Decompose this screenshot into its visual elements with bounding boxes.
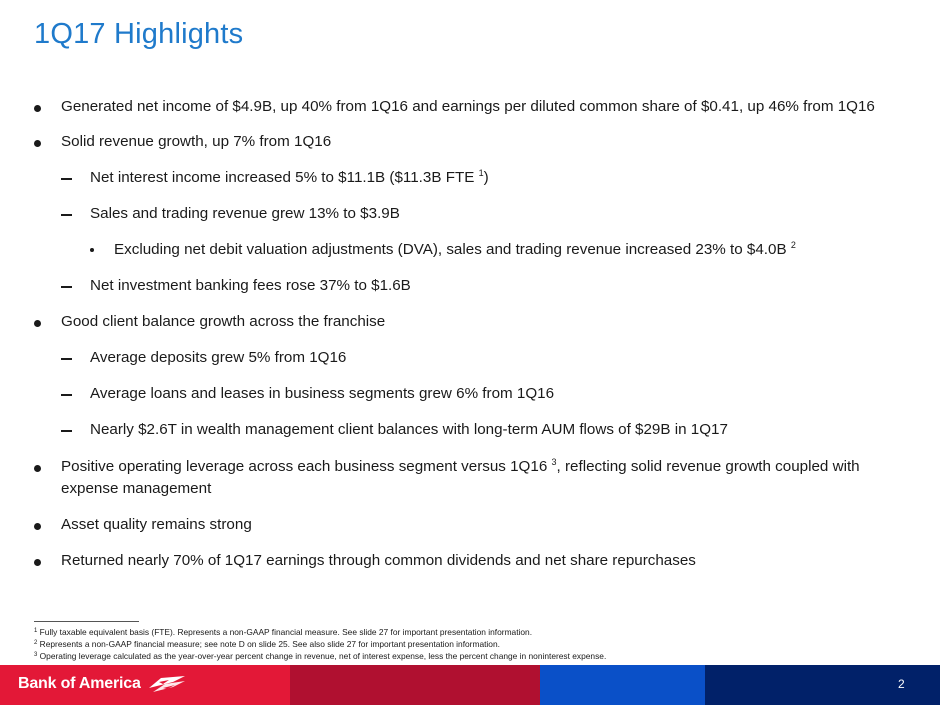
bank-logo: [18, 674, 187, 694]
footnote-ref: 1: [478, 168, 484, 178]
sub-bullet-loans: Average loans and leases in business segments grew 6% from 1Q16: [61, 383, 554, 405]
footnote-ref: 3: [551, 457, 557, 467]
brand-name: Bank of America: [18, 675, 141, 692]
bullet-dot-icon: [34, 559, 41, 566]
footnote-divider: [34, 621, 139, 622]
bullet-net-income: Generated net income of $4.9B, up 40% from 1Q16 and earnings per diluted common share of $0.41, up 46% from 1Q16: [34, 96, 875, 118]
bullet-returned-earnings: Returned nearly 70% of 1Q17 earnings through common dividends and net share repurchases: [34, 550, 696, 572]
bullet-asset-quality: Asset quality remains strong: [34, 514, 252, 536]
footer-dark-red-segment: [290, 665, 540, 705]
dash-icon: [61, 394, 72, 396]
sub-bullet-investment-banking: Net investment banking fees rose 37% to $1.6B: [61, 275, 411, 297]
sub-bullet-sales-trading: Sales and trading revenue grew 13% to $3.9B: [61, 203, 400, 225]
footnote-3: $^3$ Operating leverage calculated as the year-over-year percent change in revenue, net of interest expense, less the percent change in noninterest expense.: [34, 651, 607, 661]
bullet-dot-icon: [34, 465, 41, 472]
sub-bullet-wealth: Nearly $2.6T in wealth management client balances with long-term AUM flows of $29B in 1Q17: [61, 419, 728, 441]
footnote-1: $^1$ Fully taxable equivalent basis (FTE). Represents a non-GAAP financial measure. See slide 27 for important presentation information.: [34, 627, 533, 637]
bullet-dot-icon: [34, 523, 41, 530]
sub-bullet-net-interest-income: Net interest income increased 5% to $11.1B ($11.3B FTE $^1$): [61, 167, 489, 189]
sub-sub-bullet-dva: Excluding net debit valuation adjustments (DVA), sales and trading revenue increased 23% to $4.0B $^2$: [90, 239, 796, 261]
bullet-operating-leverage: Positive operating leverage across each business segment versus 1Q16 $^3$, reflecting solid revenue growth coupled with expense management: [34, 456, 860, 500]
bullet-client-balance: Good client balance growth across the franchise: [34, 311, 385, 333]
bullet-revenue-growth: Solid revenue growth, up 7% from 1Q16: [34, 131, 331, 153]
footer-bar: [0, 665, 940, 705]
footnote-2: $^2$ Represents a non-GAAP financial measure; see note D on slide 25. See also slide 27 for important presentation information.: [34, 639, 500, 649]
footnotes: [34, 626, 914, 662]
dash-icon: [61, 178, 72, 180]
footnote-ref: 2: [790, 240, 796, 250]
bullet-dot-icon: [34, 105, 41, 112]
dash-icon: [61, 214, 72, 216]
dash-icon: [61, 358, 72, 360]
footer-blue-segment: [540, 665, 705, 705]
page-title: 1Q17 Highlights: [34, 18, 244, 50]
page-number: 2: [898, 677, 905, 691]
sub-bullet-deposits: Average deposits grew 5% from 1Q16: [61, 347, 346, 369]
flag-logo-icon: [147, 674, 187, 694]
bullet-dot-icon: [34, 140, 41, 147]
dash-icon: [61, 430, 72, 432]
small-dot-icon: [90, 248, 94, 252]
dash-icon: [61, 286, 72, 288]
bullet-dot-icon: [34, 320, 41, 327]
